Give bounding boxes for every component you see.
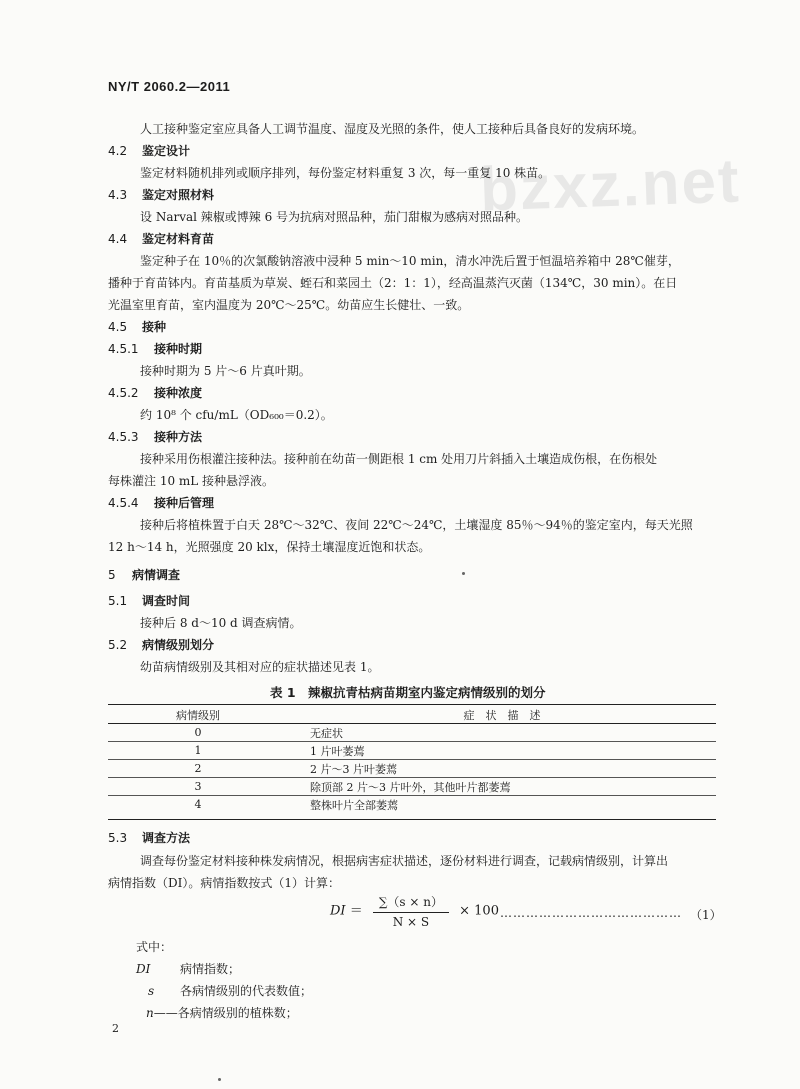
grade-cell: 2 [194,762,202,775]
paragraph-4-5-4-line1: 接种后将植株置于白天 28℃～32℃、夜间 22℃～24℃，土壤湿度 85％～94％的鉴定室内，每天光照 [140,518,693,532]
table-header-cell: 病情级别 [108,706,288,724]
heading-title: 接种时期 [154,342,203,356]
table-top-rule [108,704,716,705]
heading-4-3 [108,186,214,203]
formula-lhs: DI [330,903,346,919]
grade-cell: 4 [194,798,202,811]
watermark-logo: bzxz.net [478,146,742,225]
disease-grade-table [108,706,716,813]
where-item [136,960,240,977]
symptom-cell: 1 片叶萎蔫 [310,744,365,758]
heading-number: 5.3 [108,831,128,845]
paragraph-4-4-line1: 鉴定种子在 10％的次氯酸钠溶液中浸种 5 min～10 min，清水冲洗后置于恒温培养箱中 28℃催芽， [140,254,680,268]
heading-title: 接种 [142,320,167,334]
formula-numerator: ∑（s × n） [373,893,449,913]
equation-number: （1） [690,908,722,922]
paragraph-4-5-4-line2: 12 h～14 h，光照强度 20 klx，保持土壤湿度近饱和状态。 [108,540,431,554]
scan-speck [218,1078,221,1081]
paragraph-5-3-line1: 调查每份鉴定材料接种株发病情况，根据病害症状描述，逐份材料进行调查，记载病情级别，计算出 [140,854,669,868]
heading-number: 5 [108,568,116,582]
grade-cell: 3 [194,780,202,793]
heading-number: 4.4 [108,232,128,246]
formula-multiplier: × 100 [459,903,499,919]
standard-code: NY/T 2060.2—2011 [108,79,231,94]
heading-5-1 [108,592,190,609]
scan-speck [462,572,465,575]
heading-4-5 [108,318,166,335]
symptom-cell: 整株叶片全部萎蔫 [310,798,398,812]
formula-denominator: N × S [392,915,430,929]
heading-title: 病情级别划分 [142,638,215,652]
heading-4-5-4 [108,494,214,511]
heading-4-5-3 [108,428,202,445]
heading-title: 鉴定对照材料 [142,188,215,202]
table-header-row [108,706,716,724]
heading-title: 接种后管理 [154,496,215,510]
paragraph-4-4-line2: 播种于育苗钵内。育苗基质为草炭、蛭石和菜园土（2：1：1），经高温蒸汽灭菌（134℃，30 min）。在日 [108,276,678,290]
heading-number: 4.5 [108,320,128,334]
heading-number: 4.5.1 [108,342,139,356]
heading-title: 接种方法 [154,430,203,444]
heading-4-4 [108,230,214,247]
paragraph-intro: 人工接种鉴定室应具备人工调节温度、湿度及光照的条件，使人工接种后具备良好的发病环境。 [140,122,645,136]
formula-leader-dots: …………………………………… [500,906,682,920]
where-symbol: n [146,1006,154,1020]
heading-number: 4.5.3 [108,430,139,444]
where-symbol: s [148,984,155,998]
paragraph-4-5-3-line2: 每株灌注 10 mL 接种悬浮液。 [108,474,275,488]
heading-number: 5.1 [108,594,128,608]
paragraph-4-4-line3: 光温室里育苗，室内温度为 20℃～25℃。幼苗应生长健壮、一致。 [108,298,470,312]
heading-5 [108,566,180,583]
table-bottom-rule [108,819,716,820]
heading-title: 调查时间 [142,594,191,608]
heading-title: 接种浓度 [154,386,203,400]
where-description: 各病情级别的代表数值； [180,984,313,998]
paragraph-5-1: 接种后 8 d～10 d 调查病情。 [140,616,302,630]
heading-title: 调查方法 [142,831,191,845]
table-row [108,742,716,760]
di-formula [330,893,499,929]
formula-equals: ＝ [349,903,363,919]
heading-number: 4.5.4 [108,496,139,510]
paragraph-4-2: 鉴定材料随机排列或顺序排列，每份鉴定材料重复 3 次，每一重复 10 株苗。 [140,166,551,180]
table-row [108,760,716,778]
where-intro: 式中： [136,940,173,954]
paragraph-4-5-1: 接种时期为 5 片～6 片真叶期。 [140,364,311,378]
heading-number: 5.2 [108,638,128,652]
heading-5-3 [108,829,190,846]
heading-4-5-2 [108,384,202,401]
table-row [108,778,716,796]
heading-number: 4.5.2 [108,386,139,400]
paragraph-4-5-3-line1: 接种采用伤根灌注接种法。接种前在幼苗一侧距根 1 cm 处用刀片斜插入土壤造成伤根，在伤根处 [140,452,658,466]
where-item [148,982,312,999]
where-description: 病情指数； [180,962,241,976]
table-row [108,724,716,742]
formula-fraction [373,893,449,929]
table-row [108,796,716,814]
symptom-cell: 无症状 [310,726,343,740]
heading-number: 4.3 [108,188,128,202]
where-symbol: DI [136,962,151,976]
heading-4-5-1 [108,340,202,357]
paragraph-5-3-line2: 病情指数（DI）。病情指数按式（1）计算： [108,876,340,890]
heading-title: 鉴定材料育苗 [142,232,215,246]
paragraph-4-3: 设 Narval 辣椒或博辣 6 号为抗病对照品种，茄门甜椒为感病对照品种。 [140,210,529,224]
symptom-cell: 2 片～3 片叶萎蔫 [310,762,397,776]
paragraph-5-2: 幼苗病情级别及其相对应的症状描述见表 1。 [140,660,380,674]
heading-number: 4.2 [108,144,128,158]
grade-cell: 0 [194,726,202,739]
table-caption: 表 1 辣椒抗青枯病苗期室内鉴定病情级别的划分 [270,685,546,700]
grade-cell: 1 [194,744,202,757]
table-header-cell: 症 状 描 述 [288,706,716,724]
where-description: ——各病情级别的植株数； [153,1006,298,1020]
paragraph-4-5-2: 约 10⁸ 个 cfu/mL（OD₆₀₀＝0.2）。 [140,408,333,422]
heading-title: 鉴定设计 [142,144,191,158]
page-number: 2 [112,1022,119,1035]
symptom-cell: 除顶部 2 片～3 片叶外，其他叶片都萎蔫 [310,780,511,794]
heading-title: 病情调查 [132,568,181,582]
heading-4-2 [108,142,190,159]
heading-5-2 [108,636,214,653]
where-item [146,1004,298,1021]
